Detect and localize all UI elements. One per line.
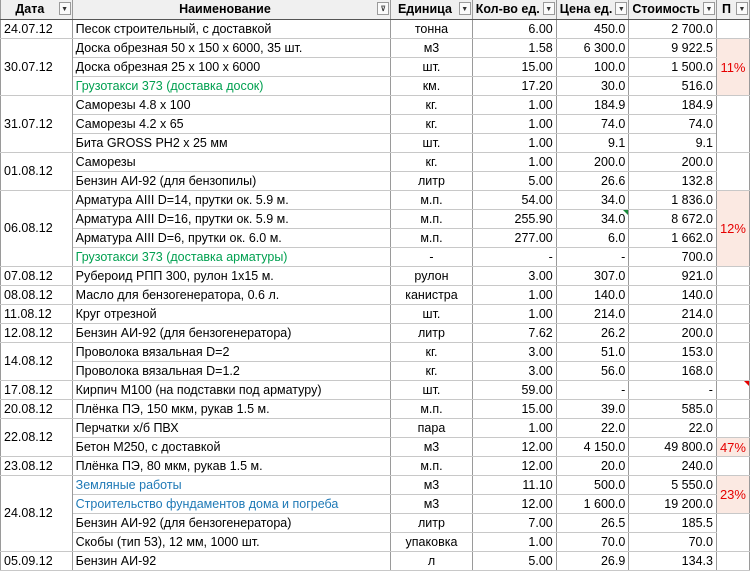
cost-cell[interactable]: 74.0 [629, 115, 717, 134]
qty-cell[interactable]: 1.00 [472, 153, 556, 172]
date-cell[interactable]: 22.08.12 [1, 419, 73, 457]
name-cell[interactable]: Бензин АИ-92 (для бензогенератора) [72, 514, 391, 533]
col-header-unit: Единица ▼ [391, 0, 472, 20]
table-row [1, 153, 750, 172]
cost-cell[interactable]: 516.0 [629, 77, 717, 96]
pct-cell[interactable] [716, 457, 749, 476]
table-row [1, 343, 750, 362]
qty-cell[interactable]: 1.00 [472, 419, 556, 438]
name-cell[interactable]: Доска обрезная 50 х 150 х 6000, 35 шт. [72, 39, 391, 58]
cost-cell[interactable]: 240.0 [629, 457, 717, 476]
col-header-qty: Кол-во ед. ▼ [472, 0, 556, 20]
table-row [1, 400, 750, 419]
pct-cell[interactable] [716, 153, 749, 191]
qty-cell[interactable]: 59.00 [472, 381, 556, 400]
table-row [1, 476, 750, 495]
unit-cell[interactable]: л [391, 552, 472, 571]
date-cell[interactable]: 31.07.12 [1, 96, 73, 153]
pct-cell[interactable] [716, 343, 749, 381]
qty-cell[interactable]: 6.00 [472, 20, 556, 39]
price-cell[interactable]: 20.0 [556, 457, 629, 476]
cost-cell[interactable]: 185.5 [629, 514, 717, 533]
pct-cell[interactable] [716, 381, 749, 400]
date-cell[interactable]: 17.08.12 [1, 381, 73, 400]
name-cell[interactable]: Саморезы 4.2 х 65 [72, 115, 391, 134]
qty-cell[interactable]: 1.00 [472, 305, 556, 324]
name-cell[interactable]: Бензин АИ-92 (для бензогенератора) [72, 324, 391, 343]
name-cell[interactable]: Проволока вязальная D=1.2 [72, 362, 391, 381]
unit-cell[interactable]: м.п. [391, 191, 472, 210]
unit-cell[interactable]: м3 [391, 476, 472, 495]
unit-cell[interactable]: шт. [391, 58, 472, 77]
col-header-pct: П ▼ [716, 0, 749, 20]
price-cell[interactable]: 214.0 [556, 305, 629, 324]
table-row [1, 457, 750, 476]
unit-cell[interactable]: кг. [391, 362, 472, 381]
cost-cell[interactable]: 585.0 [629, 400, 717, 419]
price-cell[interactable]: 26.9 [556, 552, 629, 571]
unit-cell[interactable]: км. [391, 77, 472, 96]
filter-dropdown-icon[interactable]: ▼ [459, 2, 471, 15]
date-cell[interactable]: 23.08.12 [1, 457, 73, 476]
unit-cell[interactable]: м3 [391, 438, 472, 457]
table-row [1, 134, 750, 153]
price-cell[interactable]: 4 150.0 [556, 438, 629, 457]
pct-cell[interactable] [716, 96, 749, 153]
unit-cell[interactable]: кг. [391, 343, 472, 362]
name-cell[interactable]: Грузотакси 373 (доставка досок) [72, 77, 391, 96]
qty-cell[interactable]: 1.00 [472, 115, 556, 134]
cost-cell[interactable]: 19 200.0 [629, 495, 717, 514]
unit-cell[interactable]: литр [391, 172, 472, 191]
cost-cell[interactable]: 200.0 [629, 324, 717, 343]
pct-cell[interactable] [716, 514, 749, 552]
table-row [1, 419, 750, 438]
unit-cell[interactable]: рулон [391, 267, 472, 286]
table-row [1, 381, 750, 400]
name-cell[interactable]: Кирпич М100 (на подставки под арматуру) [72, 381, 391, 400]
filter-dropdown-icon[interactable]: ▼ [615, 2, 627, 15]
unit-cell[interactable]: м3 [391, 495, 472, 514]
name-cell[interactable]: Арматура AIII D=6, прутки ок. 6.0 м. [72, 229, 391, 248]
qty-cell[interactable]: 11.10 [472, 476, 556, 495]
unit-cell[interactable]: м3 [391, 39, 472, 58]
unit-cell[interactable]: тонна [391, 20, 472, 39]
cost-cell[interactable]: 132.8 [629, 172, 717, 191]
table-row [1, 324, 750, 343]
pct-cell[interactable]: 47% [716, 438, 749, 457]
pct-cell[interactable] [716, 419, 749, 438]
cost-cell[interactable]: 70.0 [629, 533, 717, 552]
unit-cell[interactable]: м.п. [391, 457, 472, 476]
table-row [1, 533, 750, 552]
price-cell[interactable]: - [556, 248, 629, 267]
price-cell[interactable]: 450.0 [556, 20, 629, 39]
name-cell[interactable]: Масло для бензогенератора, 0.6 л. [72, 286, 391, 305]
unit-cell[interactable]: упаковка [391, 533, 472, 552]
table-row [1, 58, 750, 77]
cost-cell[interactable]: 8 672.0 [629, 210, 717, 229]
unit-cell[interactable]: канистра [391, 286, 472, 305]
table-row [1, 362, 750, 381]
price-cell[interactable]: 39.0 [556, 400, 629, 419]
name-cell[interactable]: Бетон М250, с доставкой [72, 438, 391, 457]
cost-cell[interactable]: 1 500.0 [629, 58, 717, 77]
cost-cell[interactable]: 168.0 [629, 362, 717, 381]
cost-cell[interactable]: 9 922.5 [629, 39, 717, 58]
qty-cell[interactable]: 12.00 [472, 457, 556, 476]
qty-cell[interactable]: 3.00 [472, 267, 556, 286]
qty-cell[interactable]: 1.00 [472, 134, 556, 153]
name-cell[interactable]: Скобы (тип 53), 12 мм, 1000 шт. [72, 533, 391, 552]
qty-cell[interactable]: 1.00 [472, 286, 556, 305]
name-cell[interactable]: Проволока вязальная D=2 [72, 343, 391, 362]
cost-cell[interactable]: 1 662.0 [629, 229, 717, 248]
price-cell[interactable]: 6 300.0 [556, 39, 629, 58]
qty-cell[interactable]: 255.90 [472, 210, 556, 229]
cost-cell[interactable]: 921.0 [629, 267, 717, 286]
unit-cell[interactable]: шт. [391, 134, 472, 153]
qty-cell[interactable]: 3.00 [472, 343, 556, 362]
name-cell[interactable]: Земляные работы [72, 476, 391, 495]
filter-sort-icon[interactable]: ⊽ [377, 2, 389, 15]
unit-cell[interactable]: литр [391, 324, 472, 343]
table-row [1, 267, 750, 286]
table-row [1, 286, 750, 305]
price-cell[interactable]: 51.0 [556, 343, 629, 362]
price-cell[interactable]: 70.0 [556, 533, 629, 552]
price-cell[interactable]: 22.0 [556, 419, 629, 438]
price-cell[interactable]: 26.6 [556, 172, 629, 191]
table-row [1, 39, 750, 58]
cost-cell[interactable]: 200.0 [629, 153, 717, 172]
qty-cell[interactable]: 15.00 [472, 58, 556, 77]
date-cell[interactable]: 06.08.12 [1, 191, 73, 267]
table-row [1, 20, 750, 39]
table-row [1, 248, 750, 267]
price-cell[interactable]: 140.0 [556, 286, 629, 305]
unit-cell[interactable]: литр [391, 514, 472, 533]
cost-cell[interactable]: 700.0 [629, 248, 717, 267]
qty-cell[interactable]: 5.00 [472, 552, 556, 571]
date-cell[interactable]: 24.07.12 [1, 20, 73, 39]
qty-cell[interactable]: 17.20 [472, 77, 556, 96]
name-cell[interactable]: Рубероид РПП 300, рулон 1х15 м. [72, 267, 391, 286]
unit-cell[interactable]: кг. [391, 96, 472, 115]
name-cell[interactable]: Бита GROSS PH2 х 25 мм [72, 134, 391, 153]
unit-cell[interactable]: шт. [391, 381, 472, 400]
qty-cell[interactable]: 3.00 [472, 362, 556, 381]
unit-cell[interactable]: м.п. [391, 400, 472, 419]
name-cell[interactable]: Арматура AIII D=16, прутки ок. 5.9 м. [72, 210, 391, 229]
price-cell[interactable]: 56.0 [556, 362, 629, 381]
price-cell[interactable]: 500.0 [556, 476, 629, 495]
cost-cell[interactable]: 140.0 [629, 286, 717, 305]
table-row [1, 552, 750, 571]
table-row [1, 115, 750, 134]
unit-cell[interactable]: пара [391, 419, 472, 438]
col-header-name: Наименование ⊽ [72, 0, 391, 20]
date-cell[interactable]: 11.08.12 [1, 305, 73, 324]
qty-cell[interactable]: 1.58 [472, 39, 556, 58]
unit-cell[interactable]: кг. [391, 115, 472, 134]
table-row [1, 210, 750, 229]
price-cell[interactable]: 30.0 [556, 77, 629, 96]
unit-cell[interactable]: шт. [391, 305, 472, 324]
qty-cell[interactable]: 12.00 [472, 438, 556, 457]
cost-cell[interactable]: 22.0 [629, 419, 717, 438]
header-row [1, 0, 750, 20]
unit-cell[interactable]: кг. [391, 153, 472, 172]
name-cell[interactable]: Плёнка ПЭ, 80 мкм, рукав 1.5 м. [72, 457, 391, 476]
qty-cell[interactable]: 7.00 [472, 514, 556, 533]
cost-cell[interactable]: 1 836.0 [629, 191, 717, 210]
cost-cell[interactable]: 214.0 [629, 305, 717, 324]
col-header-price: Цена ед. ▼ [556, 0, 629, 20]
cost-cell[interactable]: 49 800.0 [629, 438, 717, 457]
pct-cell[interactable] [716, 305, 749, 324]
table-row [1, 229, 750, 248]
col-header-cost: Стоимость ▼ [629, 0, 717, 20]
qty-cell[interactable]: 1.00 [472, 96, 556, 115]
qty-cell[interactable]: 1.00 [472, 533, 556, 552]
qty-cell[interactable]: 54.00 [472, 191, 556, 210]
unit-cell[interactable]: м.п. [391, 210, 472, 229]
qty-cell[interactable]: 7.62 [472, 324, 556, 343]
price-cell[interactable]: 1 600.0 [556, 495, 629, 514]
filter-dropdown-icon[interactable]: ▼ [543, 2, 555, 15]
table-row [1, 191, 750, 210]
date-cell[interactable]: 12.08.12 [1, 324, 73, 343]
pct-cell[interactable] [716, 400, 749, 419]
name-cell[interactable]: Саморезы [72, 153, 391, 172]
cost-cell[interactable]: 134.3 [629, 552, 717, 571]
price-cell[interactable]: 34.0 [556, 210, 629, 229]
name-cell[interactable]: Саморезы 4.8 х 100 [72, 96, 391, 115]
name-cell[interactable]: Бензин АИ-92 [72, 552, 391, 571]
name-cell[interactable]: Арматура AIII D=14, прутки ок. 5.9 м. [72, 191, 391, 210]
name-cell[interactable]: Перчатки х/б ПВХ [72, 419, 391, 438]
price-cell[interactable]: 74.0 [556, 115, 629, 134]
date-cell[interactable]: 08.08.12 [1, 286, 73, 305]
price-cell[interactable]: 307.0 [556, 267, 629, 286]
filter-dropdown-icon[interactable]: ▼ [703, 2, 715, 15]
cost-cell[interactable]: 5 550.0 [629, 476, 717, 495]
name-cell[interactable]: Бензин АИ-92 (для бензопилы) [72, 172, 391, 191]
table-row [1, 172, 750, 191]
table-row [1, 495, 750, 514]
name-cell[interactable]: Круг отрезной [72, 305, 391, 324]
table-row [1, 438, 750, 457]
date-cell[interactable]: 01.08.12 [1, 153, 73, 191]
pct-cell[interactable] [716, 552, 749, 571]
price-cell[interactable]: 100.0 [556, 58, 629, 77]
pct-cell[interactable] [716, 286, 749, 305]
price-cell[interactable]: 26.5 [556, 514, 629, 533]
qty-cell[interactable]: 277.00 [472, 229, 556, 248]
price-cell[interactable]: 6.0 [556, 229, 629, 248]
date-cell[interactable]: 24.08.12 [1, 476, 73, 552]
pct-cell[interactable]: 12% [716, 191, 749, 267]
pct-cell[interactable]: 23% [716, 476, 749, 514]
cost-cell[interactable]: 9.1 [629, 134, 717, 153]
pct-cell[interactable] [716, 267, 749, 286]
date-cell[interactable]: 14.08.12 [1, 343, 73, 381]
date-cell[interactable]: 20.08.12 [1, 400, 73, 419]
filter-dropdown-icon[interactable]: ▼ [736, 2, 748, 15]
price-cell[interactable]: 184.9 [556, 96, 629, 115]
cost-cell[interactable]: 153.0 [629, 343, 717, 362]
pct-cell[interactable] [716, 20, 749, 39]
unit-cell[interactable]: м.п. [391, 229, 472, 248]
price-cell[interactable]: 9.1 [556, 134, 629, 153]
name-cell[interactable]: Доска обрезная 25 х 100 х 6000 [72, 58, 391, 77]
table-row [1, 305, 750, 324]
cost-cell[interactable]: 184.9 [629, 96, 717, 115]
table-row [1, 77, 750, 96]
filter-dropdown-icon[interactable]: ▼ [59, 2, 71, 15]
unit-cell[interactable]: - [391, 248, 472, 267]
pct-cell[interactable] [716, 324, 749, 343]
name-cell[interactable]: Строительство фундаментов дома и погреба [72, 495, 391, 514]
date-cell[interactable]: 07.08.12 [1, 267, 73, 286]
cost-cell[interactable]: 2 700.0 [629, 20, 717, 39]
qty-cell[interactable]: 12.00 [472, 495, 556, 514]
price-cell[interactable]: 200.0 [556, 153, 629, 172]
table-row [1, 96, 750, 115]
qty-cell[interactable]: 15.00 [472, 400, 556, 419]
qty-cell[interactable]: 5.00 [472, 172, 556, 191]
name-cell[interactable]: Плёнка ПЭ, 150 мкм, рукав 1.5 м. [72, 400, 391, 419]
qty-cell[interactable]: - [472, 248, 556, 267]
col-header-date: Дата ▼ [1, 0, 73, 20]
pct-cell[interactable]: 11% [716, 39, 749, 96]
date-cell[interactable]: 30.07.12 [1, 39, 73, 96]
cost-cell[interactable]: - [629, 381, 717, 400]
date-cell[interactable]: 05.09.12 [1, 552, 73, 571]
table-row [1, 514, 750, 533]
name-cell[interactable]: Песок строительный, с доставкой [72, 20, 391, 39]
price-cell[interactable]: 26.2 [556, 324, 629, 343]
name-cell[interactable]: Грузотакси 373 (доставка арматуры) [72, 248, 391, 267]
price-cell[interactable]: - [556, 381, 629, 400]
price-cell[interactable]: 34.0 [556, 191, 629, 210]
